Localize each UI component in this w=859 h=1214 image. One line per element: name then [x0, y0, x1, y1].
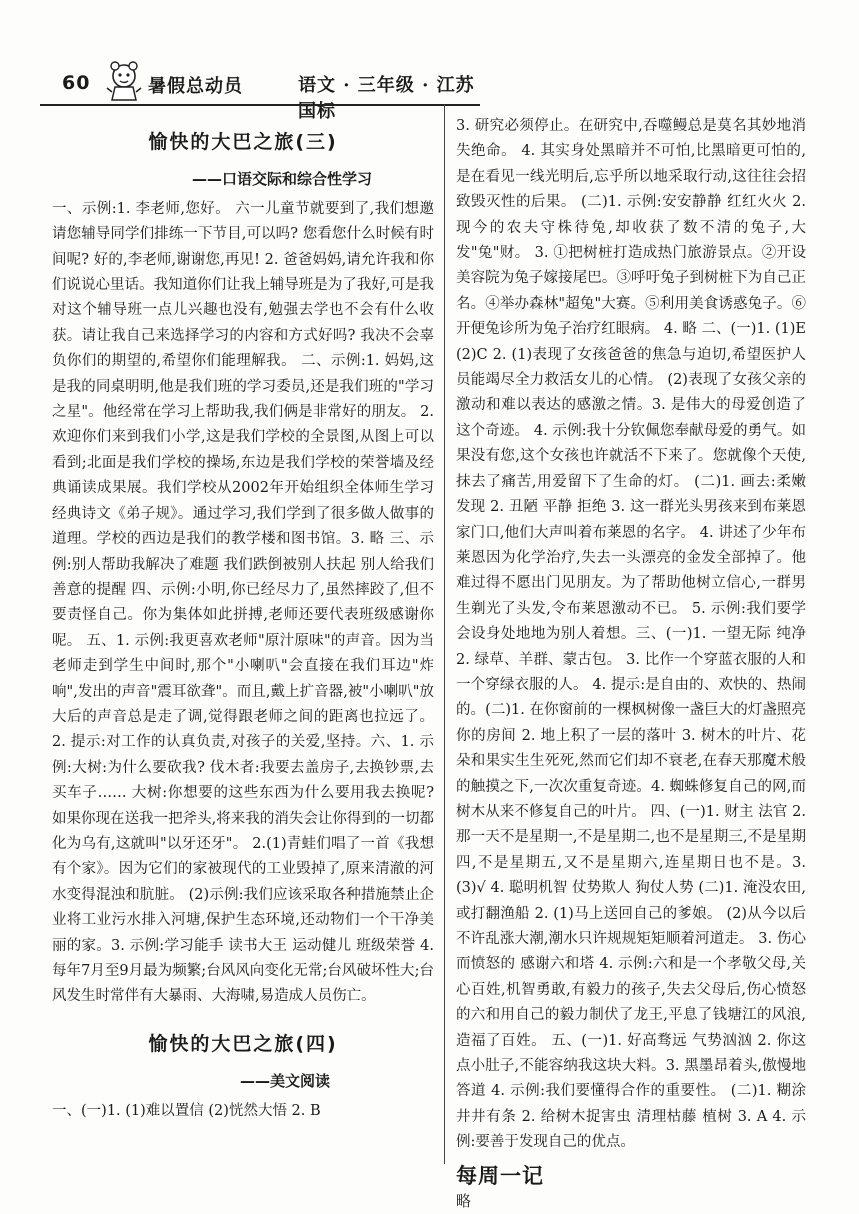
weekly-journal-title: 每周一记 — [456, 1163, 544, 1188]
answer-text: 3. 研究必须停止。在研究中,吞噬鳗总是莫名其妙地消失绝命。 4. 其实身处黑暗并不可怕,比黑暗更可怕的,是在看见一线光明后,忘乎所以地采取行动,这往往会招致毁灭性的后果。 (二)1. 示例:安安静静 红红火火 2. 现今的农夫守株待兔,却收获了数不清的兔子,大发"兔"财。 3. ①把树桩打造成热门旅游景点。②开设美容院为兔子嫁接尾巴。③呼吁兔子到树桩下为自己正名。④举办森林"超兔"大赛。⑤利用美食诱惑兔子。⑥开便兔诊所为兔子治疗红眼病。 4. 略 二、(一)1. (1)E (2)C 2. (1)表现了女孩爸爸的焦急与迫切,希望医护人员能竭尽全力救活女儿的心情。 (2)表现了女孩父亲的激动和难以表达的感激之情。3. 是伟大的母爱创造了这个奇迹。 4. 示例:我十分钦佩您奉献母爱的勇气。如果没有您,这个女孩也许就活不下来了。您就像个天使,抹去了痛苦,用爱留下了生命的灯。 (二)1. 画去:柔嫩 发现 2. 丑陋 平静 拒绝 3. 这一群光头男孩来到布莱恩家门口,他们大声叫着布莱恩的名字。 4. 讲述了少年布莱恩因为化学治疗,失去一头漂亮的金发全部掉了。他难过得不愿出门见朋友。为了帮助他树立信心,一群男生剃光了头发,令布莱恩激动不已。 5. 示例:我们要学会设身处地地为别人着想。三、(一)1. 一望无际 纯净 2. 绿草、羊群、蒙古包。 3. 比作一个穿蓝衣服的人和一个穿绿衣服的人。 4. 提示:是自由的、欢快的、热闹的。(二)1. 在你窗前的一棵枫树像一盏巨大的灯盏照亮你的房间 2. 地上积了一层的落叶 3. 树木的叶片、花朵和果实生生死死,然而它们却不衰老,在春天那魔术般的触摸之下,一次次重复奇迹。4. 蜘蛛修复自己的网,而树木从来不修复自己的叶片。 四、(一)1. 财主 法官 2. 那一天不是星期一,不是星期二,也不是星期三,不是星期四,不是星期五,又不是星期六,连星期日也不是。3. (3)√ 4. 聪明机智 仗势欺人 狗仗人势 (二)1. 淹没农田,或打翻渔船 2. (1)马上送回自己的爹娘。 (2)从今以后不许乱涨大潮,潮水只许规规矩矩顺着河道走。 3. 伤心而愤怒的 感谢六和塔 4. 示例:六和是一个孝敬父母,关心百姓,机智勇敢,有毅力的孩子,失去父母后,伤心愤怒的六和用自己的毅力制伏了龙王,平息了钱塘江的风浪,造福了百姓。 五、(一)1. 好高骛远 气势汹汹 2. 你这点小肚子,不能容纳我这块大料。3. 黑墨昂着头,傲慢地答道 4. 示例:我们要懂得合作的重要性。 (二)1. 糊涂 井井有条 2. 给树木捉害虫 清理枯藤 植树 3. A 4. 示例:要善于发现自己的优点。 — [456, 118, 806, 1151]
left-column — [52, 124, 434, 1124]
section-subtitle: ——口语交际和综合性学习 — [191, 170, 372, 189]
cartoon-mascot-icon — [104, 60, 144, 104]
page-number: 60 — [62, 72, 91, 94]
subject-line: 语文 · 三年级 · 江苏国标 — [298, 75, 475, 122]
page-header — [40, 60, 480, 122]
section-title: 愉快的大巴之旅(三) — [148, 131, 338, 153]
column-divider — [444, 104, 445, 1164]
section-subtitle: ——美文阅读 — [239, 1072, 330, 1091]
section-title: 愉快的大巴之旅(四) — [148, 1032, 338, 1055]
weekly-journal-text: 略 — [456, 1192, 472, 1211]
answer-text: 一、示例:1. 李老师,您好。 六一儿童节就要到了,我们想邀请您辅导同学们排练一下节目,可以吗? 您看您什么时候有时间呢? 好的,李老师,谢谢您,再见! 2. 爸爸妈妈,请允许我和你们说说心里话。我知道你们让我上辅导班是为了我好,可是我对这个辅导班一点儿兴趣也没有,勉强去学也不会有什么收获。请让我自己来选择学习的内容和方式好吗? 我决不会辜负你们的期望的,希望你们能理解我。 二、示例:1. 妈妈,这是我的同桌明明,他是我们班的学习委员,还是我们班的"学习之星"。他经常在学习上帮助我,我们俩是非常好的朋友。 2. 欢迎你们来到我们小学,这是我们学校的全景图,从图上可以看到;北面是我们学校的操场,东边是我们学校的荣誉墙及经典诵读成果展。我们学校从2002年开始组织全体师生学习经典诗文《弟子规》。通过学习,我们学到了很多做人做事的道理。学校的西边是我们的教学楼和图书馆。3. 略 三、示例:别人帮助我解决了难题 我们跌倒被别人扶起 别人给我们善意的提醒 四、示例:小明,你已经尽力了,虽然摔跤了,但不要责怪自己。你为集体如此拼搏,老师还要代表班级感谢你呢。 五、1. 示例:我更喜欢老师"原汁原味"的声音。因为当老师走到学生中间时,那个"小喇叭"会直接在我们耳边"炸响",发出的声音"震耳欲聋"。而且,戴上扩音器,被"小喇叭"放大后的声音总是走了调,觉得跟老师之间的距离也拉远了。 2. 提示:对工作的认真负责,对孩子的关爱,坚持。六、1. 示例:大树:为什么要砍我? 伐木者:我要去盖房子,去换钞票,去买车子…… 大树:你想要的这些东西为什么要用我去换呢? 如果你现在送我一把斧头,将来我的消失会让你得到的一切都化为乌有,这就叫"以牙还牙"。 2.(1)青蛙们唱了一首《我想有个家》。因为它们的家被现代的工业毁掉了,原来清澈的河水变得混浊和肮脏。 (2)示例:我们应该采取各种措施禁止企业将工业污水排入河塘,保护生态环境,还动物们一个干净美丽的家。3. 示例:学习能手 读书大王 运动健儿 班级荣誉 4. 每年7月至9月最为频繁;台风风向变化无常;台风破坏性大;台风发生时常伴有大暴雨、大海啸,易造成人员伤亡。 — [52, 200, 434, 1005]
series-title: 暑假总动员 — [148, 76, 243, 97]
answer-text: 一、(一)1. (1)难以置信 (2)恍然大悟 2. B — [52, 1102, 321, 1119]
right-column — [456, 114, 806, 1214]
header-divider — [40, 104, 480, 106]
